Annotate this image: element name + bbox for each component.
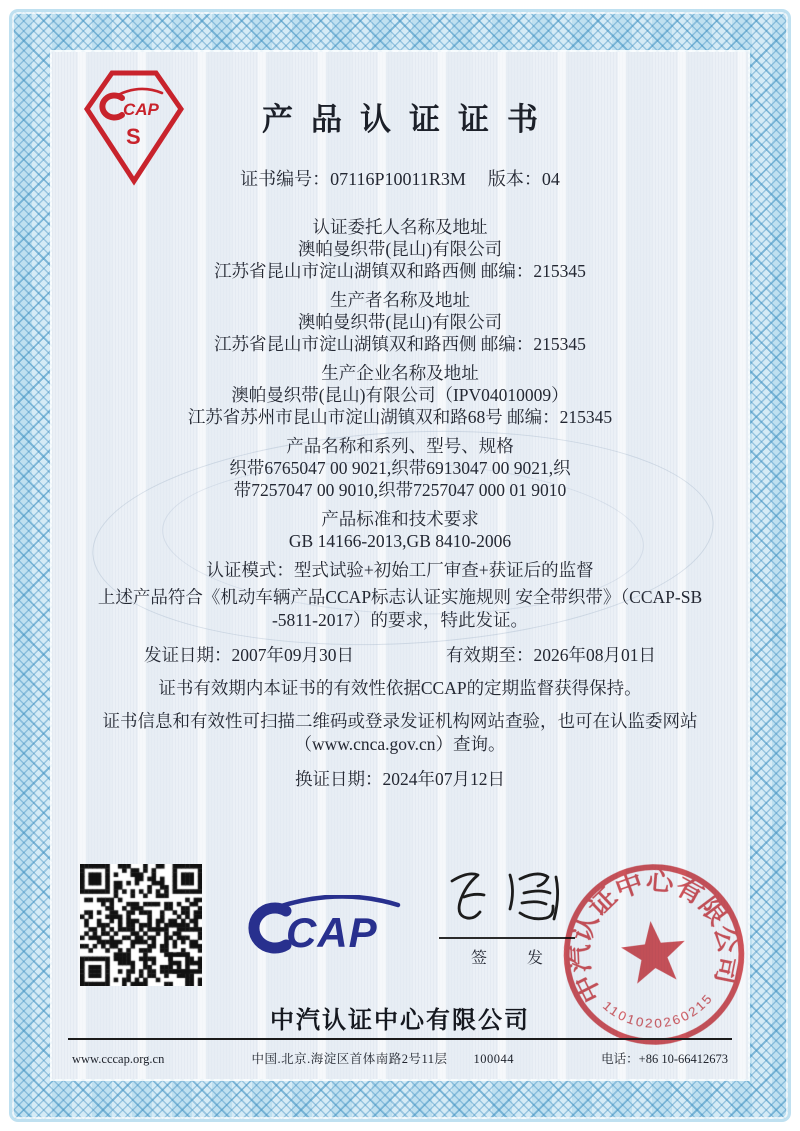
section-line: 澳帕曼织带(昆山)有限公司 <box>297 312 503 332</box>
statement-line: 上述产品符合《机动车辆产品CCAP标志认证实施规则 安全带织带》（CCAP-SB <box>97 587 703 607</box>
ccap-s-diamond-logo-icon <box>82 68 186 188</box>
section-line: 江苏省昆山市淀山湖镇双和路西侧 邮编：215345 <box>214 334 586 354</box>
footer-divider <box>68 1038 732 1040</box>
factory-section <box>52 362 748 428</box>
query-note <box>52 710 748 756</box>
product-section <box>52 435 748 501</box>
statement-line: -5811-2017）的要求，特此发证。 <box>271 610 528 630</box>
issue-date-value: 2007年09月30日 <box>231 645 354 665</box>
seal-company-text: 中汽认证中心有限公司 <box>566 867 743 1007</box>
footer-address: 中国.北京.海淀区首体南路2号11层 <box>251 1052 448 1066</box>
footer-postcode: 100044 <box>473 1052 515 1066</box>
footer-website: www.cccap.org.cn <box>72 1052 165 1066</box>
cert-no-label: 证书编号： <box>240 169 331 189</box>
section-line: 江苏省苏州市昆山市淀山湖镇双和路68号 邮编：215345 <box>187 407 613 427</box>
certificate-title: 产品认证证书 <box>262 102 556 137</box>
footer-address-block <box>251 1049 514 1067</box>
certification-mode: 认证模式：型式试验+初始工厂审查+获证后的监督 <box>206 560 594 580</box>
section-line: 江苏省昆山市淀山湖镇双和路西侧 邮编：215345 <box>214 261 586 281</box>
certificate-paper <box>52 52 748 1079</box>
section-label: 生产企业名称及地址 <box>321 363 479 383</box>
diamond-logo-sub: S <box>126 124 141 149</box>
expiry-date-label: 有效期至： <box>446 645 534 665</box>
conformity-statement <box>52 586 748 632</box>
diamond-logo-text: CAP <box>123 100 159 119</box>
section-line: 织带6765047 00 9021,织带6913047 00 9021,织 <box>229 458 571 478</box>
renewal-label: 换证日期： <box>295 769 383 789</box>
expiry-date-value: 2026年08月01日 <box>533 645 656 665</box>
issue-date-label: 发证日期： <box>144 645 232 665</box>
date-row <box>52 642 748 667</box>
section-line: 澳帕曼织带(昆山)有限公司 <box>297 239 503 259</box>
section-label: 产品标准和技术要求 <box>321 509 479 529</box>
standard-section <box>52 508 748 552</box>
section-label: 认证委托人名称及地址 <box>312 217 488 237</box>
section-label: 产品名称和系列、型号、规格 <box>286 436 514 456</box>
ccap-wordmark-logo-icon <box>230 895 430 957</box>
sign-issue-label: 签 发 <box>470 949 561 967</box>
section-line: 带7257047 00 9010,织带7257047 000 01 9010 <box>233 480 567 500</box>
applicant-section <box>52 216 748 282</box>
seal-number-text: 1101020260215 <box>600 991 716 1031</box>
footer-phone: 电话：+86 10-66412673 <box>601 1052 728 1066</box>
qr-code <box>80 864 202 986</box>
section-label: 生产者名称及地址 <box>330 290 470 310</box>
section-line: 澳帕曼织带(昆山)有限公司（IPV04010009） <box>231 385 569 405</box>
renewal-date-line <box>52 766 748 791</box>
issuer-company-name: 中汽认证中心有限公司 <box>270 1007 530 1034</box>
section-line: GB 14166-2013,GB 8410-2006 <box>288 531 512 551</box>
version-label: 版本： <box>487 169 542 189</box>
producer-section <box>52 289 748 355</box>
version-value: 04 <box>541 169 560 189</box>
footer <box>72 1049 728 1067</box>
ccap-logo-text: CAP <box>286 909 378 956</box>
query-note-line: （www.cnca.gov.cn）查询。 <box>294 734 506 754</box>
query-note-line: 证书信息和有效性可扫描二维码或登录发证机构网站查验，也可在认监委网站 <box>102 711 698 731</box>
cert-no-value: 07116P10011R3M <box>330 169 466 189</box>
validity-note: 证书有效期内本证书的有效性依据CCAP的定期监督获得保持。 <box>158 678 642 698</box>
renewal-value: 2024年07月12日 <box>382 769 505 789</box>
